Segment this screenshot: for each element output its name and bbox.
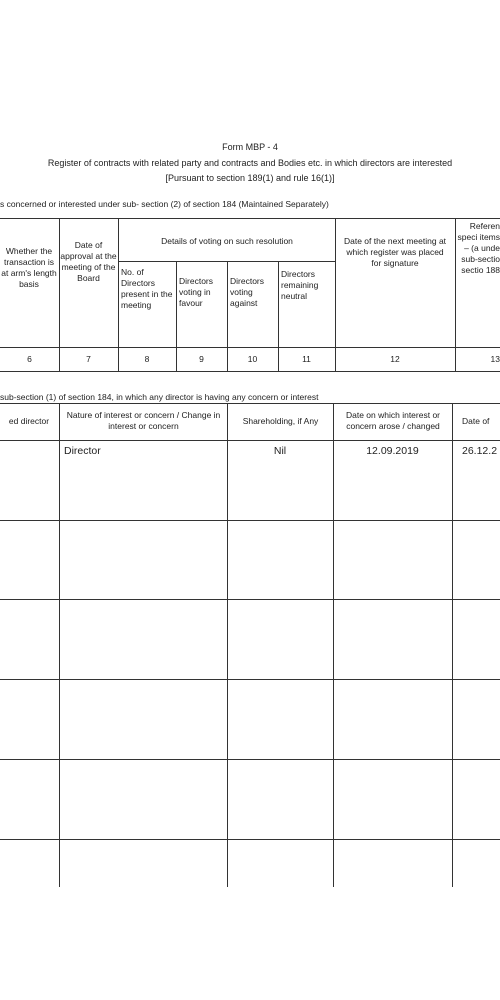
column-number: 9 (199, 354, 204, 364)
form-pursuant: [Pursuant to section 189(1) and rule 16(1)] (165, 173, 335, 183)
form-subtitle: Register of contracts with related party and contracts and Bodies etc. in which directors are interested (47, 158, 453, 168)
column-number: 6 (27, 354, 32, 364)
date-arose-value: 12.09.2019 (366, 445, 419, 457)
arms-length-header: Whether the transaction is at arm's length basis (1, 246, 57, 289)
column-number: 10 (247, 354, 258, 364)
date-of-header: Date of (462, 416, 490, 426)
date-arose-header: Date on which interest or concern arose / changed (345, 410, 441, 431)
favour-header: Directors voting in favour (179, 276, 214, 308)
nature-value: Director (64, 445, 101, 457)
neutral-header: Directors remaining neutral (281, 269, 319, 301)
against-header: Directors voting against (230, 276, 265, 308)
column-number: 11 (302, 354, 311, 364)
nature-header: Nature of interest or concern / Change in interest or concern (66, 410, 221, 431)
column-number: 12 (390, 354, 400, 364)
reference-header: Referen speci items – (a unde sub-sectio sectio 188 (457, 221, 500, 275)
column-number: 13 (490, 354, 500, 364)
column-number: 7 (86, 354, 91, 364)
voting-details-header: Details of voting on such resolution (161, 236, 293, 246)
next-meeting-header: Date of the next meeting at which register was placed for signature (343, 236, 447, 268)
form-title: Form MBP - 4 (222, 142, 278, 152)
section2-caption: sub-section (1) of section 184, in which any director is having any concern or interest (0, 392, 319, 402)
shareholding-header: Shareholding, if Any (242, 416, 319, 426)
approval-date-header: Date of approval at the meeting of the Board (60, 240, 117, 283)
shareholding-value: Nil (273, 445, 287, 457)
section1-caption: s concerned or interested under sub- section (2) of section 184 (Maintained Separately) (0, 199, 329, 209)
director-header: ed director (8, 416, 50, 426)
date-of-value: 26.12.2 (462, 445, 498, 457)
column-number: 8 (144, 354, 150, 364)
no-directors-header: No. of Directors present in the meeting (121, 267, 173, 310)
